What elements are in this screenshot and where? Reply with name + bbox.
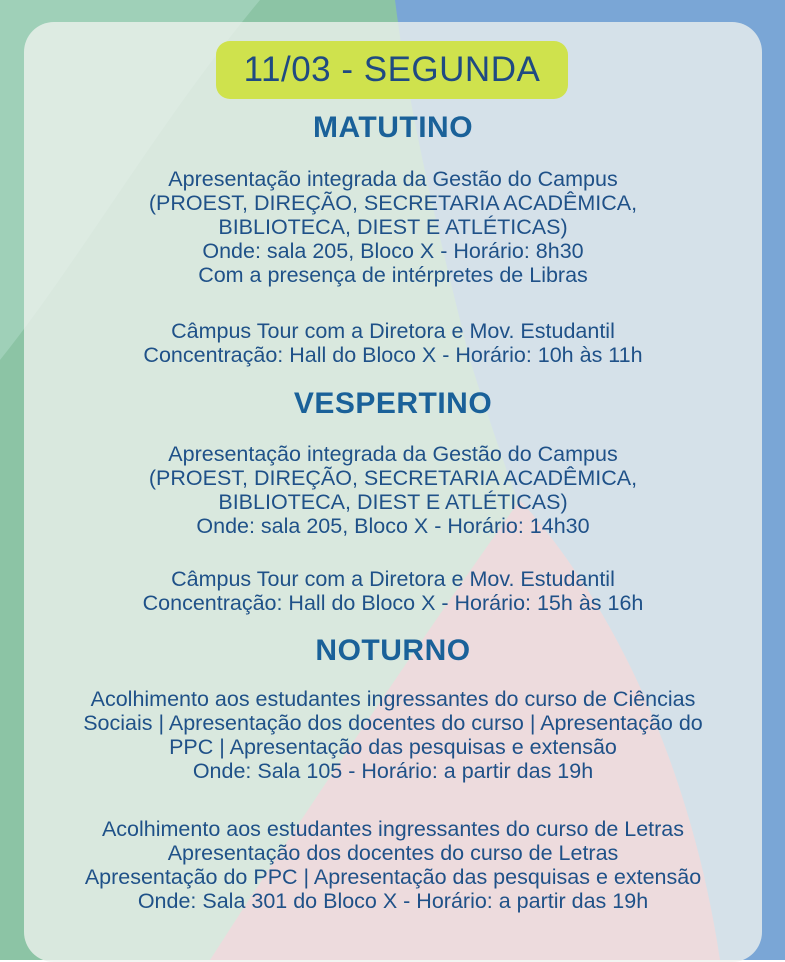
event-line: Câmpus Tour com a Diretora e Mov. Estudantil	[171, 319, 615, 343]
event-line: PPC | Apresentação das pesquisas e extensão	[169, 735, 617, 759]
event-line: Apresentação do PPC | Apresentação das pesquisas e extensão	[84, 865, 702, 889]
matutino-event-presentation	[24, 167, 762, 287]
noturno-event-ciencias-sociais	[24, 687, 762, 783]
event-line: (PROEST, DIREÇÃO, SECRETARIA ACADÊMICA,	[148, 191, 638, 215]
section-title-vespertino: VESPERTINO	[293, 387, 493, 420]
event-line: Câmpus Tour com a Diretora e Mov. Estudantil	[171, 567, 615, 591]
event-line: Onde: sala 205, Bloco X - Horário: 8h30	[202, 239, 584, 263]
event-line: BIBLIOTECA, DIEST E ATLÉTICAS)	[218, 490, 568, 514]
event-line: Onde: Sala 105 - Horário: a partir das 19h	[192, 759, 594, 783]
matutino-event-tour	[24, 319, 762, 367]
date-badge: 11/03 - SEGUNDA	[216, 41, 568, 99]
event-line: Apresentação dos docentes do curso de Letras	[167, 841, 619, 865]
event-line: Com a presença de intérpretes de Libras	[198, 263, 588, 287]
event-line: Acolhimento aos estudantes ingressantes do curso de Letras	[101, 817, 685, 841]
section-title-matutino: MATUTINO	[312, 111, 474, 144]
event-line: Onde: sala 205, Bloco X - Horário: 14h30	[196, 514, 590, 538]
schedule-card	[24, 22, 762, 962]
noturno-event-letras	[24, 817, 762, 913]
event-line: Concentração: Hall do Bloco X - Horário: 10h às 11h	[143, 343, 643, 367]
event-line: Apresentação integrada da Gestão do Campus	[168, 442, 618, 466]
event-line: Apresentação integrada da Gestão do Campus	[168, 167, 618, 191]
event-line: Acolhimento aos estudantes ingressantes do curso de Ciências	[90, 687, 696, 711]
event-line: BIBLIOTECA, DIEST E ATLÉTICAS)	[218, 215, 568, 239]
event-line: Onde: Sala 301 do Bloco X - Horário: a partir das 19h	[137, 889, 649, 913]
event-line: Sociais | Apresentação dos docentes do curso | Apresentação do	[83, 711, 703, 735]
event-line: (PROEST, DIREÇÃO, SECRETARIA ACADÊMICA,	[148, 466, 638, 490]
vespertino-event-presentation	[24, 442, 762, 538]
vespertino-event-tour	[24, 567, 762, 615]
event-line: Concentração: Hall do Bloco X - Horário: 15h às 16h	[142, 591, 644, 615]
section-title-noturno: NOTURNO	[315, 634, 471, 667]
